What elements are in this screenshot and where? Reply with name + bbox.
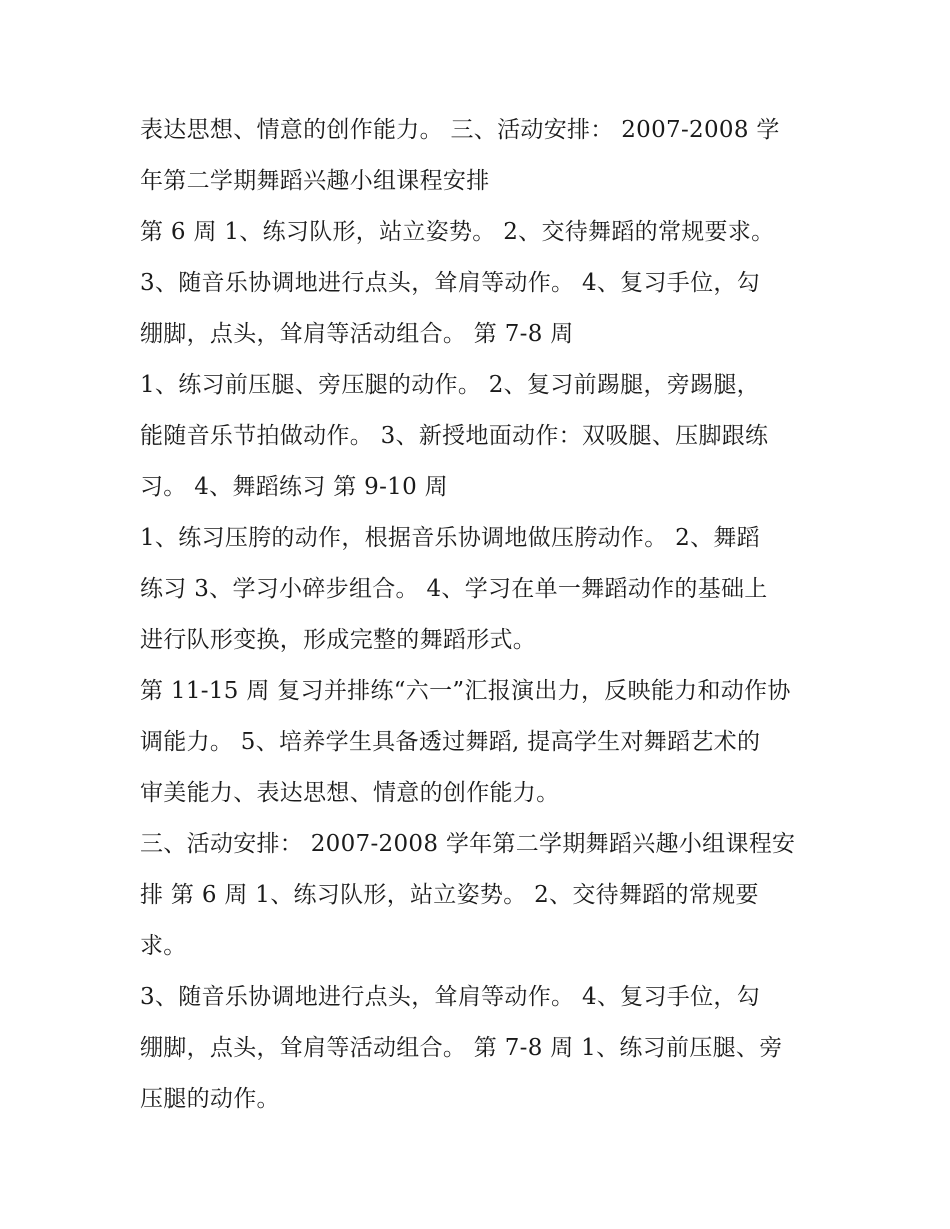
text-line: 调能力。 5、培养学生具备透过舞蹈, 提高学生对舞蹈艺术的 <box>140 729 761 755</box>
text-line: 三、活动安排： 2007-2008 学年第二学期舞蹈兴趣小组课程安 <box>140 831 796 857</box>
text-line: 表达思想、情意的创作能力。 三、活动安排： 2007-2008 学 <box>140 117 780 143</box>
text-line: 第 11-15 周 复习并排练“六一”汇报演出力，反映能力和动作协 <box>140 678 791 704</box>
text-line: 求。 <box>140 933 187 959</box>
text-line: 1、练习前压腿、旁压腿的动作。 2、复习前踢腿，旁踢腿， <box>140 372 760 398</box>
text-line: 3、随音乐协调地进行点头，耸肩等动作。 4、复习手位，勾 <box>140 270 760 296</box>
text-line: 压腿的动作。 <box>140 1086 280 1112</box>
text-line: 1、练习压胯的动作，根据音乐协调地做压胯动作。 2、舞蹈 <box>140 525 760 551</box>
text-line: 习。 4、舞蹈练习 第 9-10 周 <box>140 474 448 500</box>
text-line: 进行队形变换，形成完整的舞蹈形式。 <box>140 627 537 653</box>
document-body <box>140 105 820 1125</box>
text-line: 第 6 周 1、练习队形，站立姿势。 2、交待舞蹈的常规要求。 <box>140 219 775 245</box>
text-line: 练习 3、学习小碎步组合。 4、学习在单一舞蹈动作的基础上 <box>140 576 768 602</box>
text-line: 3、随音乐协调地进行点头，耸肩等动作。 4、复习手位，勾 <box>140 984 760 1010</box>
text-line: 绷脚，点头，耸肩等活动组合。 第 7-8 周 <box>140 321 574 347</box>
text-line: 审美能力、表达思想、情意的创作能力。 <box>140 780 560 806</box>
text-line: 绷脚，点头，耸肩等活动组合。 第 7-8 周 1、练习前压腿、旁 <box>140 1035 783 1061</box>
text-line: 年第二学期舞蹈兴趣小组课程安排 <box>140 168 490 194</box>
text-line: 能随音乐节拍做动作。 3、新授地面动作：双吸腿、压脚跟练 <box>140 423 769 449</box>
text-line: 排 第 6 周 1、练习队形，站立姿势。 2、交待舞蹈的常规要 <box>140 882 759 908</box>
